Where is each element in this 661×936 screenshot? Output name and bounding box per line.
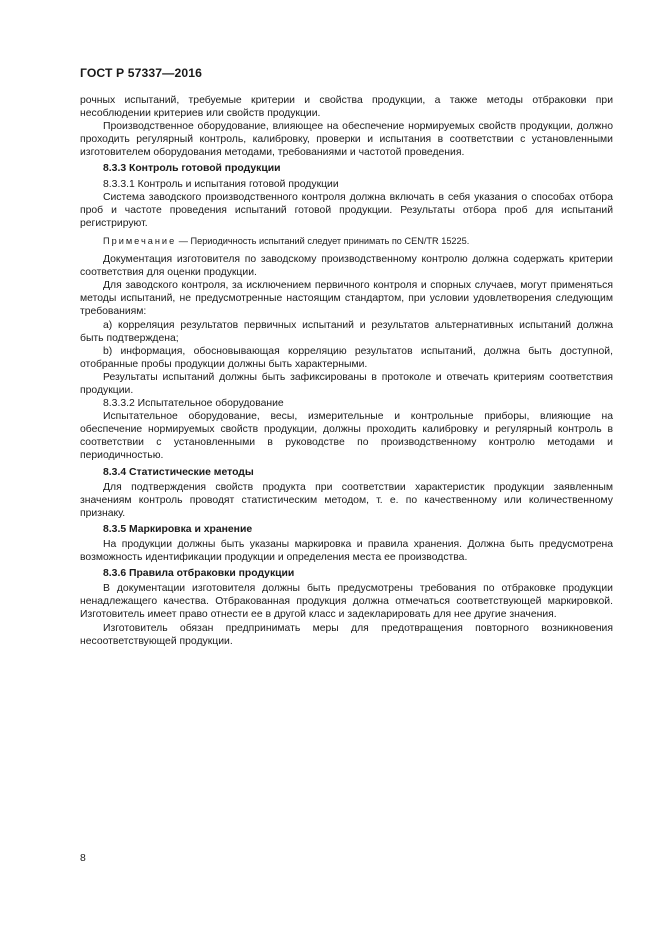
list-item-b: b) информация, обосновывающая корреляцию результатов испытаний, должна быть доступной, отобранные пробы продукции должны быть характерными. <box>80 345 613 370</box>
section-heading-8-3-6: 8.3.6 Правила отбраковки продукции <box>103 568 295 580</box>
section-heading-8-3-3: 8.3.3 Контроль готовой продукции <box>103 163 281 175</box>
document-body <box>80 94 613 648</box>
note <box>80 235 613 248</box>
paragraph-marking: На продукции должны быть указаны маркировка и правила хранения. Должна быть предусмотрена возможность идентификации продукции и определения места ее производства. <box>80 539 613 564</box>
subsection-heading-8-3-3-2: 8.3.3.2 Испытательное оборудование <box>103 398 284 410</box>
document-header: ГОСТ Р 57337—2016 <box>80 66 202 80</box>
paragraph-rejection: В документации изготовителя должны быть предусмотрены требования по отбраковке продукции ненадлежащего качества. Отбракованная продукция должна отмечаться соответствующей маркировкой. Изготовитель имеет право отнести ее в другой класс и задекларировать для нее другие значения. <box>80 583 613 621</box>
note-text: — Периодичность испытаний следует принимать по CEN/TR 15225. <box>176 235 470 246</box>
list-item-a: а) корреляция результатов первичных испытаний и результатов альтернативных испытаний должна быть подтверждена; <box>80 319 613 344</box>
paragraph-test-equipment: Испытательное оборудование, весы, измерительные и контрольные приборы, влияющие на обеспечение нормируемых свойств продукции, должны проходить калибровку и регулярный контроль в соответствии с установленными в руководстве по производственному контролю методами и периодичностью. <box>80 411 613 462</box>
paragraph-criteria: Документация изготовителя по заводскому производственному контролю должна содержать критерии соответствия для оценки продукции. <box>80 254 613 279</box>
paragraph-statistics: Для подтверждения свойств продукта при соответствии характеристик продукции заявленным значениям контроль проводят статистическим методом, т. е. по качественному или количественному признаку. <box>80 481 613 519</box>
paragraph-continuation: рочных испытаний, требуемые критерии и свойства продукции, а также методы отбраковки при несоблюдении критериев или свойств продукции. <box>80 95 613 120</box>
subsection-heading-8-3-3-1: 8.3.3.1 Контроль и испытания готовой продукции <box>103 178 339 190</box>
page-number: 8 <box>80 853 86 864</box>
paragraph-equipment: Производственное оборудование, влияющее на обеспечение нормируемых свойств продукции, должно проходить регулярный контроль, калибровку, проверки и испытания в соответствии с установленными изготовителем оборудования методами, требованиями и частотой проведения. <box>80 121 613 159</box>
section-heading-8-3-4: 8.3.4 Статистические методы <box>103 466 254 478</box>
paragraph-sampling: Система заводского производственного контроля должна включать в себя указания о способах отбора проб и частоте проведения испытаний готовой продукции. Результаты отбора проб для испытаний регистрируют. <box>80 191 613 229</box>
note-label: Примечание <box>103 235 177 246</box>
paragraph-methods: Для заводского контроля, за исключением первичного контроля и спорных случаев, могут применяться методы испытаний, не предусмотренные настоящим стандартом, при условии удовлетворения следующим требованиям: <box>80 280 613 318</box>
paragraph-results: Результаты испытаний должны быть зафиксированы в протоколе и отвечать критериям соответствия продукции. <box>80 371 613 396</box>
paragraph-prevention: Изготовитель обязан предпринимать меры для предотвращения повторного возникновения несоответствующей продукции. <box>80 622 613 647</box>
section-heading-8-3-5: 8.3.5 Маркировка и хранение <box>103 523 253 535</box>
